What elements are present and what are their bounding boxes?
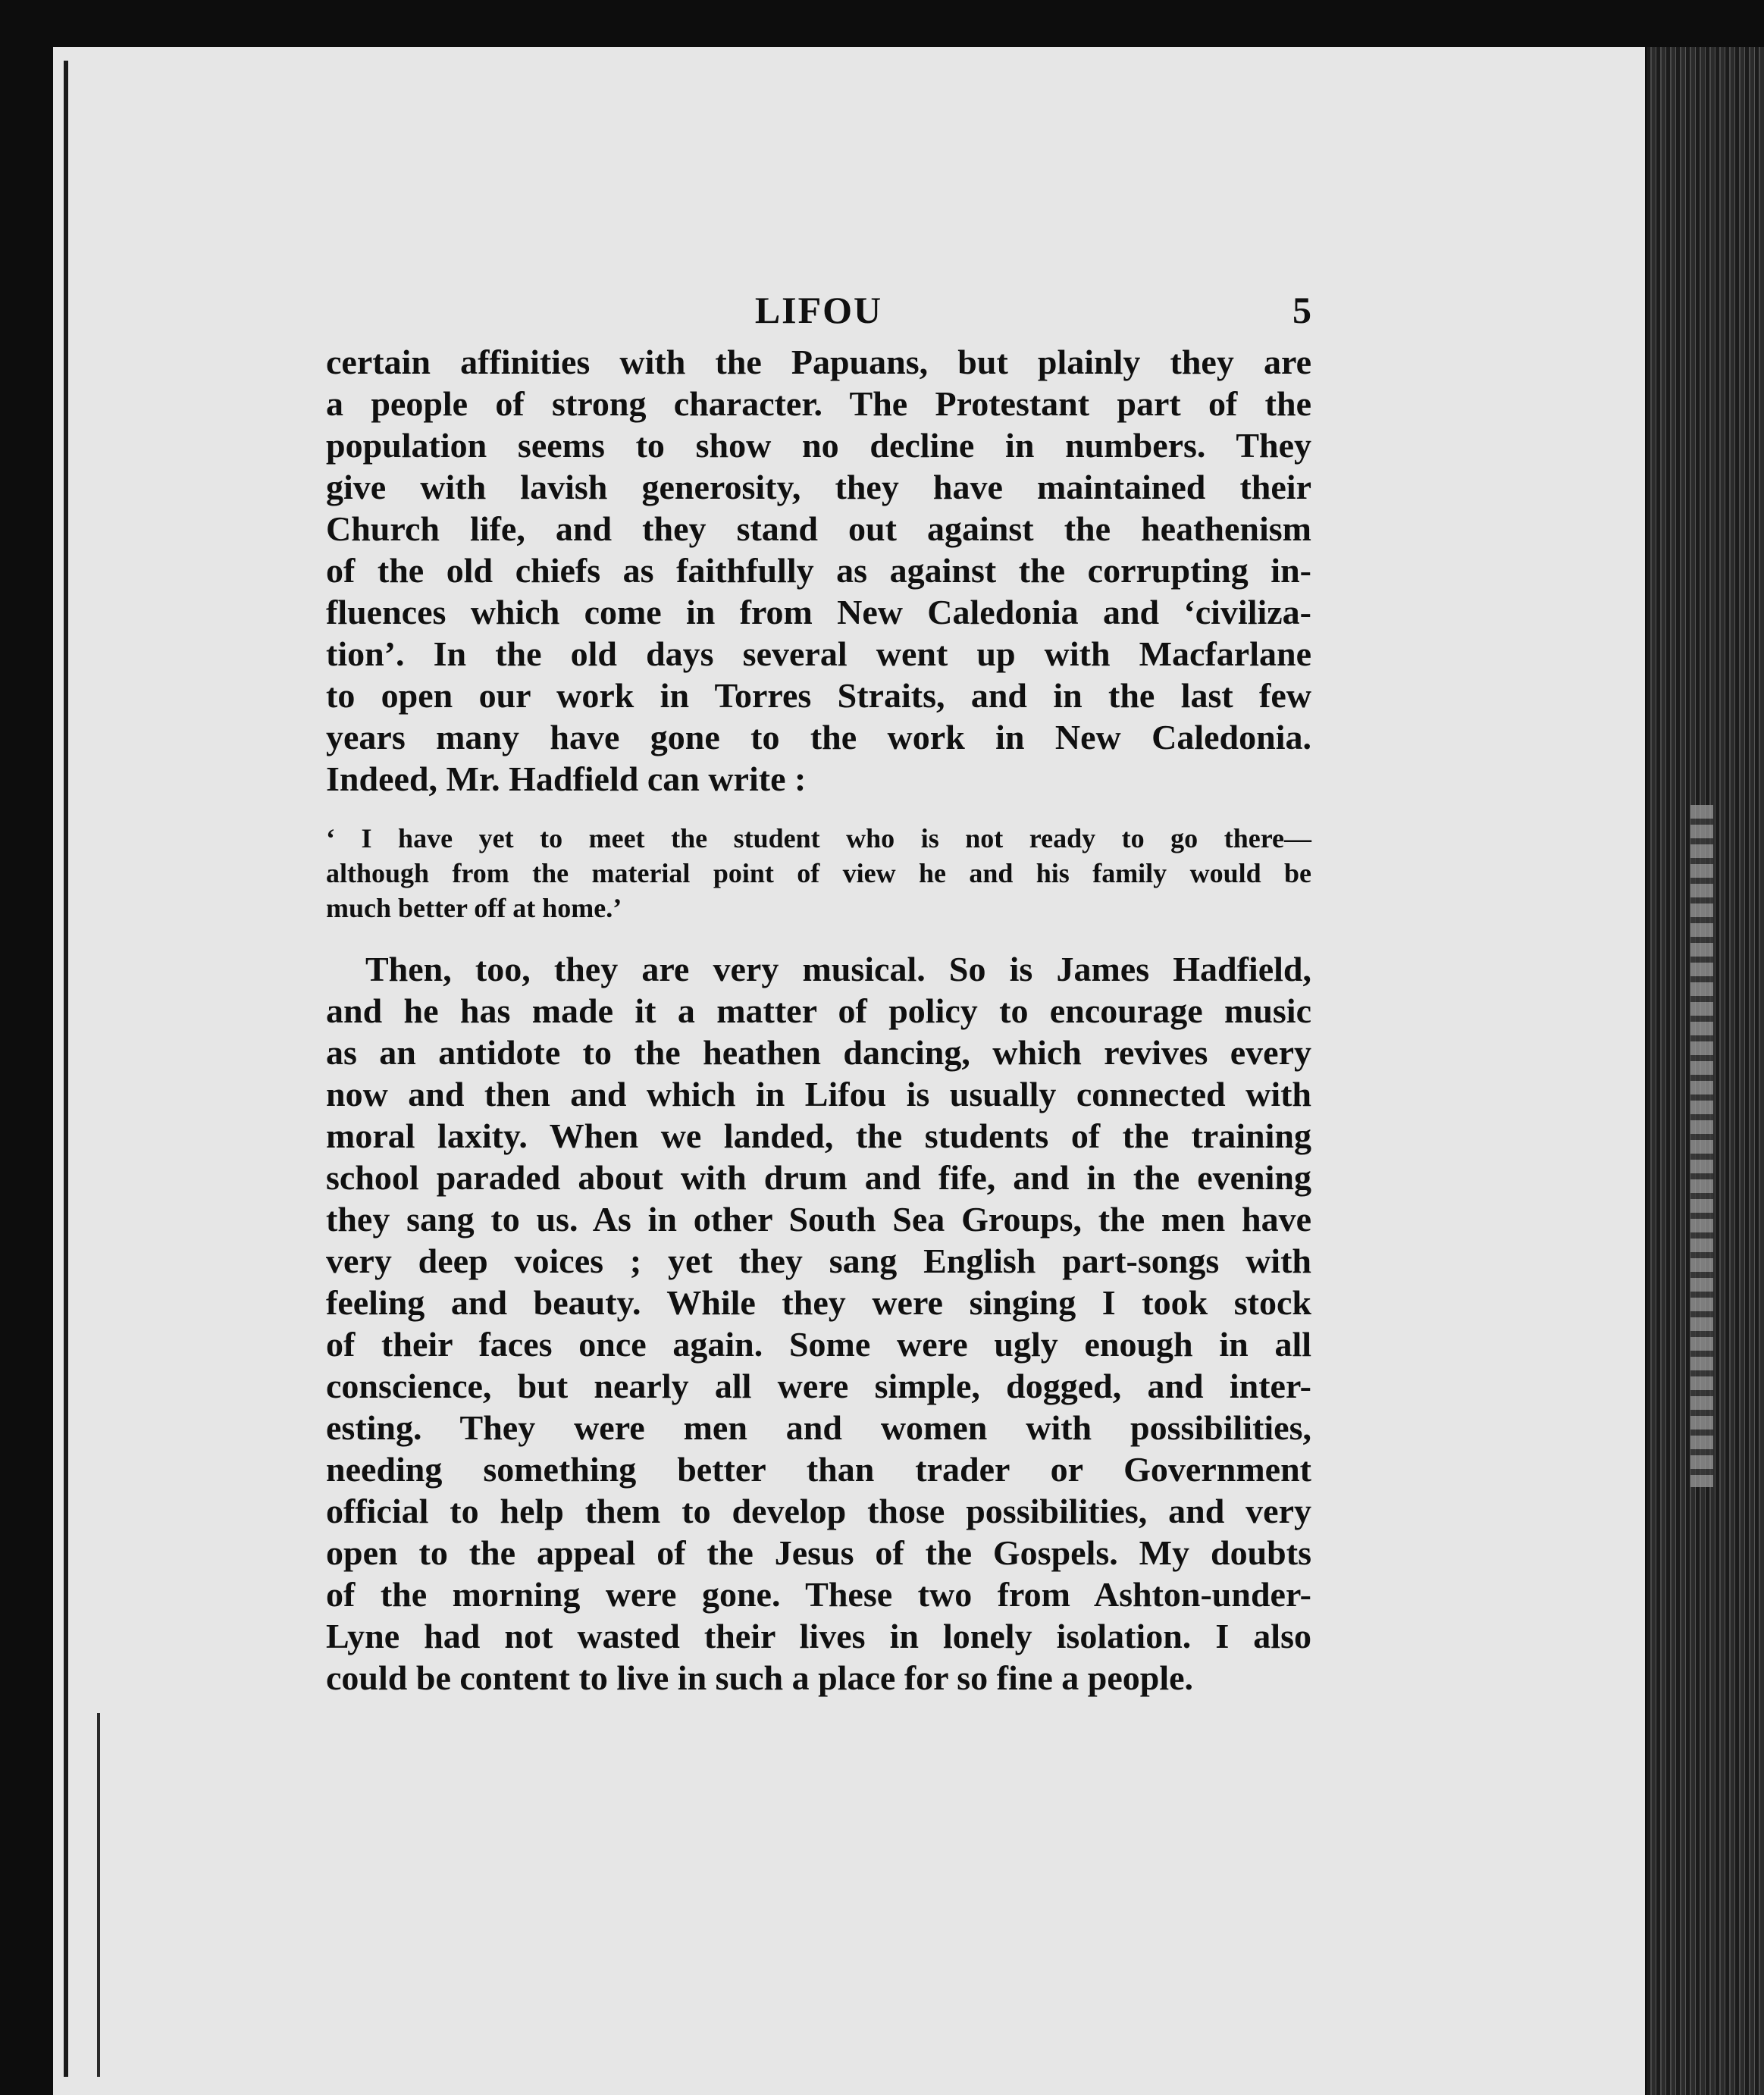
text-line: certain affinities with the Papuans, but plainly they are [326,343,1311,381]
text-block [326,288,1311,1699]
text-line: years many have gone to the work in New Caledonia. [326,718,1311,756]
text-line: to open our work in Torres Straits, and in the last few [326,676,1311,715]
running-title: LIFOU [754,289,883,331]
block-quote [326,821,1311,925]
text-line: population seems to show no decline in numbers. They [326,426,1311,465]
book-fore-edge [1647,47,1764,2095]
text-line: open to the appeal of the Jesus of the Gospels. My doubts [326,1533,1311,1572]
text-line: of the morning were gone. These two from Ashton-under- [326,1575,1311,1614]
gutter-shadow [64,61,68,2077]
text-line: moral laxity. When we landed, the students of the training [326,1116,1311,1155]
text-line: very deep voices ; yet they sang English part-songs with [326,1242,1311,1280]
text-line: Lyne had not wasted their lives in lonely isolation. I also [326,1617,1311,1655]
text-line: a people of strong character. The Protestant part of the [326,384,1311,423]
text-line: official to help them to develop those possibilities, and very [326,1492,1311,1530]
paragraph-1 [326,341,1311,800]
text-line: Then, too, they are very musical. So is James Hadfield, [365,950,1311,988]
quote-line: although from the material point of view he and his family would be [326,858,1311,888]
text-line: of the old chiefs as faithfully as against the corrupting in- [326,551,1311,590]
text-line: as an antidote to the heathen dancing, which revives every [326,1033,1311,1072]
text-line: feeling and beauty. While they were singing I took stock [326,1283,1311,1322]
text-line: Church life, and they stand out against the heathenism [326,509,1311,548]
text-line: conscience, but nearly all were simple, dogged, and inter- [326,1367,1311,1405]
gutter-shadow-lower [97,1713,100,2077]
quote-line: much better off at home.’ [326,893,622,923]
text-line: school paraded about with drum and fife, and in the evening [326,1158,1311,1197]
text-line: now and then and which in Lifou is usually connected with [326,1075,1311,1113]
text-line: they sang to us. As in other South Sea Groups, the men have [326,1200,1311,1239]
text-line: Indeed, Mr. Hadfield can write : [326,759,807,798]
text-line: could be content to live in such a place for so fine a people. [326,1658,1194,1697]
page-number: 5 [1292,289,1311,331]
running-head [326,288,1311,341]
text-line: give with lavish generosity, they have maintained their [326,468,1311,506]
text-line: tion’. In the old days several went up with Macfarlane [326,634,1311,673]
paragraph-2 [326,948,1311,1699]
quote-line: ‘ I have yet to meet the student who is not ready to go there— [326,823,1311,853]
text-line: esting. They were men and women with possibilities, [326,1408,1311,1447]
text-line: and he has made it a matter of policy to encourage music [326,991,1311,1030]
text-line: needing something better than trader or Government [326,1450,1311,1489]
text-line: fluences which come in from New Caledonia and ‘civiliza- [326,593,1311,631]
text-line: of their faces once again. Some were ugly enough in all [326,1325,1311,1364]
spine-label [1690,805,1713,1487]
